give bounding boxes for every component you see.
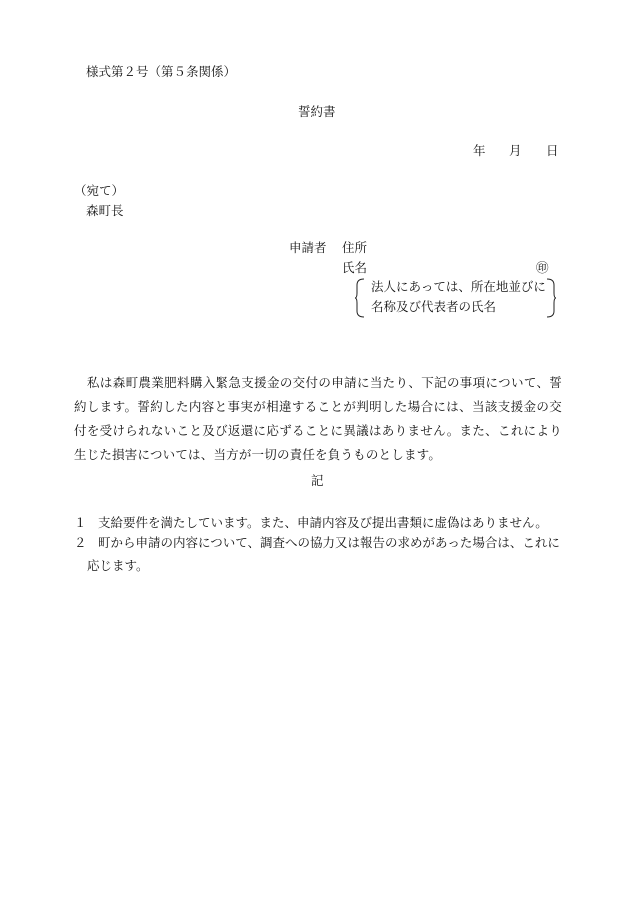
seal-mark: ㊞ [536, 260, 549, 275]
address-label: 住所 [342, 240, 368, 255]
form-number: 様式第２号（第５条関係） [86, 64, 237, 79]
applicant-label: 申請者 [289, 240, 327, 255]
left-bracket [355, 278, 365, 318]
date-year: 年 [473, 143, 486, 158]
name-label: 氏名 [342, 260, 368, 275]
addressee-prefix: （宛て） [74, 183, 125, 198]
pledge-body: 私は森町農業肥料購入緊急支援金の交付の申請に当たり、下記の事項について、誓約します。誓約した内容と事実が相違することが判明した場合には、当該支援金の交付を受けられないこと及び返還に応ずることに異議はありません。また、これにより生じた損害については、当方が一切の責任を負うものとします。 [74, 375, 562, 462]
addressee-name: 森町長 [86, 203, 124, 218]
corporate-note-line1: 法人にあっては、所在地並びに [371, 279, 546, 294]
document-title: 誓約書 [298, 104, 336, 119]
list-item [74, 531, 562, 577]
item-number: １ [74, 515, 87, 530]
item-number: ２ [74, 535, 87, 550]
item-text: 町から申請の内容について、調査への協力又は報告の求めがあった場合は、これに応じます。 [87, 535, 560, 573]
item-text: 支給要件を満たしています。また、申請内容及び提出書類に虚偽はありません。 [98, 515, 548, 530]
date-day: 日 [546, 143, 559, 158]
date-month: 月 [509, 143, 522, 158]
right-bracket [546, 278, 556, 318]
corporate-note-line2: 名称及び代表者の氏名 [371, 299, 497, 314]
ki-heading: 記 [311, 473, 324, 488]
